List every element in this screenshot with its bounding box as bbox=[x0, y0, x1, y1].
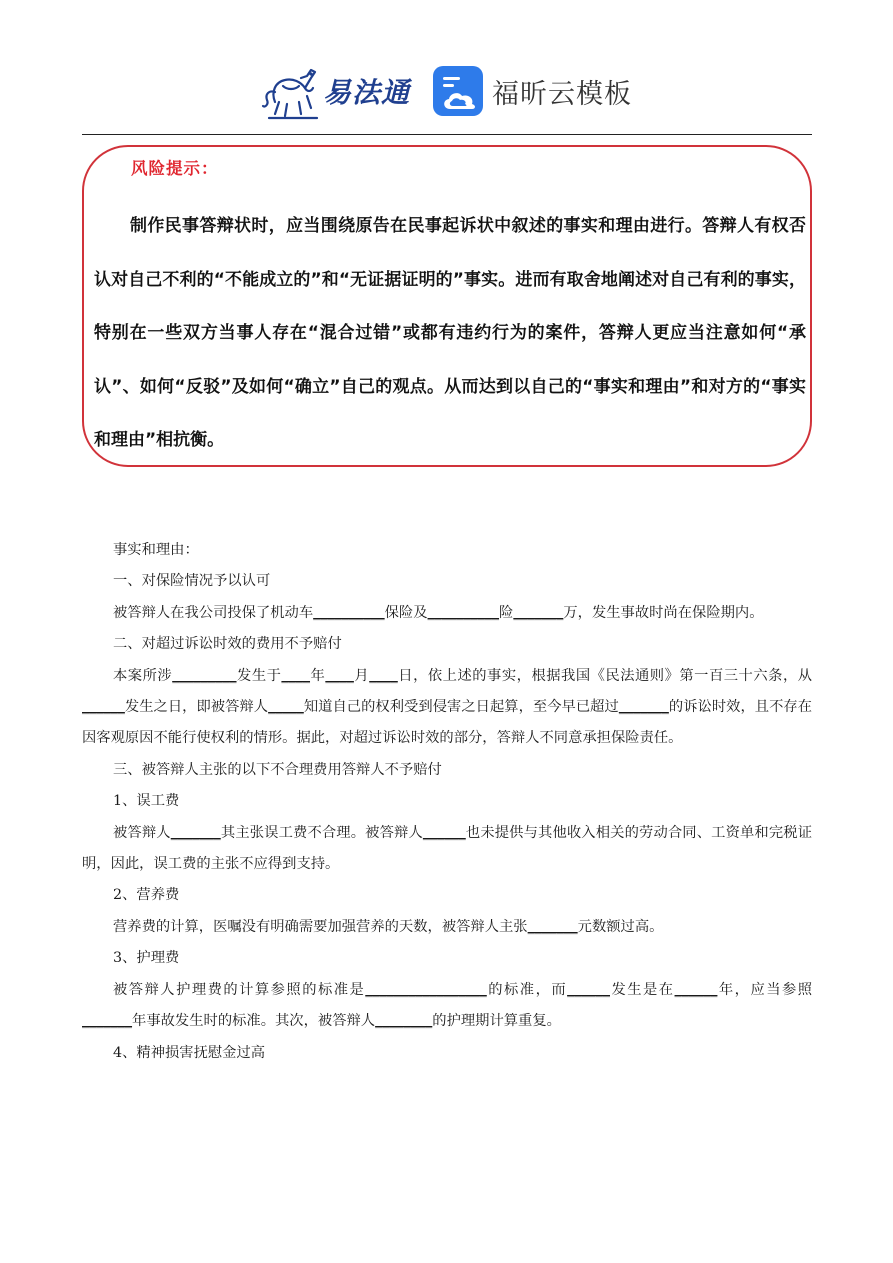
risk-body: 制作民事答辩状时，应当围绕原告在民事起诉状中叙述的事实和理由进行。答辩人有权否认对自己不利的“不能成立的”和“无证据证明的”事实。进而有取舍地阐述对自己有利的事实，特别在一些双方当事人存在“混合过错”或都有违约行为的案件，答辩人更应当注意如何“承认”、如何“反驳”及如何“确立”自己的观点。从而达到以自己的“事实和理由”和对方的“事实和理由”相抗衡。 bbox=[94, 216, 806, 450]
page-header bbox=[0, 58, 893, 124]
risk-title: 风险提示： bbox=[131, 159, 219, 178]
fill-blank: ______ bbox=[567, 981, 610, 998]
fill-blank: ____ bbox=[369, 667, 398, 684]
fill-blank: _____ bbox=[268, 699, 304, 716]
risk-warning-box bbox=[82, 145, 812, 467]
fill-blank: __________ bbox=[313, 604, 385, 621]
section-heading-1: 一、对保险情况予以认可 bbox=[113, 573, 271, 590]
paragraph-nursing: 被答辩人护理费的计算参照的标准是_________________的标准，而______发生是在______年，应当参照_______年事故发生时的标准。其次，被答辩人________的护理期计算重复。 bbox=[82, 981, 813, 1030]
fill-blank: _______ bbox=[170, 824, 221, 841]
fill-blank: _______ bbox=[82, 1013, 133, 1030]
fill-blank: ______ bbox=[422, 824, 466, 841]
brand-fuxin-text: 福昕云模板 bbox=[492, 78, 632, 110]
cloud-document-logo-icon bbox=[432, 65, 484, 117]
paragraph-nutrition: 营养费的计算，医嘱没有明确需要加强营养的天数，被答辩人主张_______元数额过高。 bbox=[113, 918, 664, 935]
subheading-mental-damages: 4、精神损害抚慰金过高 bbox=[113, 1044, 266, 1061]
horse-logo-icon bbox=[261, 62, 321, 120]
fill-blank: ____ bbox=[325, 667, 354, 684]
fill-blank: _________ bbox=[172, 667, 237, 684]
document-content bbox=[82, 535, 812, 1069]
paragraph-insurance: 被答辩人在我公司投保了机动车__________保险及__________险_______万，发生事故时尚在保险期内。 bbox=[113, 604, 764, 621]
fill-blank: _______ bbox=[618, 699, 669, 716]
paragraph-limitation: 本案所涉_________发生于____年____月____日，依上述的事实，根据我国《民法通则》第一百三十六条，从______发生之日，即被答辩人_____知道自己的权利受到侵害之日起算，至今早已超过_______的诉讼时效，且不存在因客观原因不能行使权利的情形。据此，对超过诉讼时效的部分，答辩人不同意承担保险责任。 bbox=[82, 667, 813, 747]
section-heading-3: 三、被答辩人主张的以下不合理费用答辩人不予赔付 bbox=[113, 761, 442, 778]
fill-blank: ______ bbox=[674, 981, 718, 998]
paragraph-lost-wages: 被答辩人_______其主张误工费不合理。被答辩人______也未提供与其他收入相关的劳动合同、工资单和完税证明，因此，误工费的主张不应得到支持。 bbox=[82, 824, 813, 873]
subheading-nursing: 3、护理费 bbox=[113, 950, 180, 967]
fill-blank: _________________ bbox=[365, 981, 487, 998]
fill-blank: _______ bbox=[513, 604, 564, 621]
section-heading-2: 二、对超过诉讼时效的费用不予赔付 bbox=[113, 636, 342, 653]
fill-blank: ______ bbox=[82, 699, 125, 716]
brand-fuxin bbox=[432, 65, 632, 117]
fill-blank: _______ bbox=[527, 918, 578, 935]
brand-yifatong-text: 易法通 bbox=[322, 76, 410, 109]
subheading-lost-wages: 1、误工费 bbox=[113, 793, 180, 810]
section-heading-facts: 事实和理由： bbox=[113, 542, 199, 558]
subheading-nutrition: 2、营养费 bbox=[113, 887, 180, 904]
header-divider bbox=[82, 134, 812, 135]
fill-blank: __________ bbox=[427, 604, 500, 621]
fill-blank: ____ bbox=[281, 667, 311, 684]
brand-yifatong bbox=[261, 62, 410, 120]
fill-blank: ________ bbox=[375, 1013, 433, 1030]
